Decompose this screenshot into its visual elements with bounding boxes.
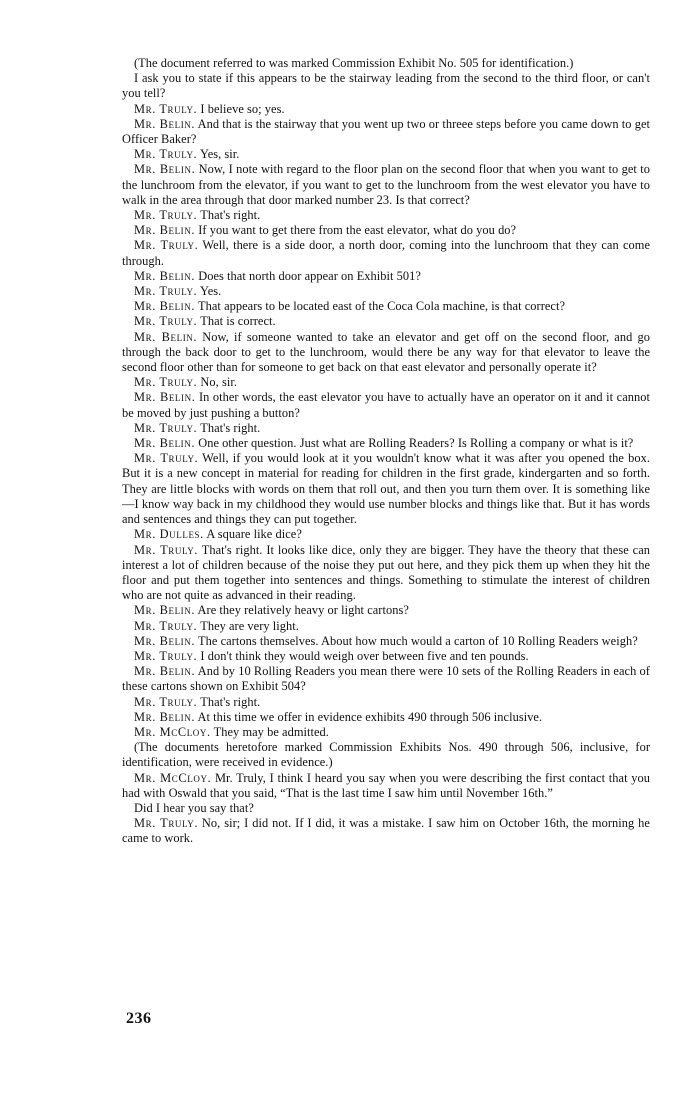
speaker-name: Mr. Belin. <box>134 268 196 283</box>
paragraph-text: Now, if someone wanted to take an elevator and get off on the second floor, and go through the back door to get to the lunchroom, would there be any way for that elevator to leave the second floor other than for someone to get back on that east elevator and personally operate it? <box>122 329 650 375</box>
testimony-paragraph <box>122 390 650 420</box>
testimony-paragraph <box>122 162 650 208</box>
speaker-name: Mr. Truly. <box>134 284 198 299</box>
testimony-paragraph <box>122 725 650 740</box>
paragraph-text: That's right. It looks like dice, only they are bigger. They have the theory that these can interest a lot of children because of the noise they put out here, and they pick them up when they hit the floor and put them together into sentences and things. Something to stimulate the interest of children who are not quite as advanced in their reading. <box>122 542 650 603</box>
paragraph-text: Does that north door appear on Exhibit 501? <box>198 268 421 283</box>
page-number: 236 <box>126 1010 152 1027</box>
testimony-paragraph <box>122 102 650 117</box>
testimony-paragraph <box>122 619 650 634</box>
speaker-name: Mr. McCloy. <box>134 770 212 785</box>
testimony-paragraph <box>122 771 650 801</box>
testimony-body <box>122 56 650 847</box>
testimony-paragraph <box>122 816 650 846</box>
testimony-paragraph <box>122 208 650 223</box>
paragraph-text: That's right. <box>200 694 261 709</box>
testimony-paragraph <box>122 451 650 527</box>
speaker-name: Mr. Belin. <box>134 664 196 679</box>
speaker-name: Mr. Truly. <box>134 648 198 663</box>
testimony-paragraph <box>122 603 650 618</box>
speaker-name: Mr. Truly. <box>134 694 198 709</box>
paragraph-text: The cartons themselves. About how much would a carton of 10 Rolling Readers weigh? <box>198 633 638 648</box>
speaker-name: Mr. Belin. <box>134 116 196 131</box>
paragraph-text: One other question. Just what are Rolling Readers? Is Rolling a company or what is it? <box>198 436 634 451</box>
speaker-name: Mr. Truly. <box>134 451 199 466</box>
paragraph-text: I believe so; yes. <box>200 101 285 116</box>
testimony-paragraph <box>122 436 650 451</box>
speaker-name: Mr. Truly. <box>134 147 198 162</box>
speaker-name: Mr. Truly. <box>134 420 198 435</box>
testimony-paragraph <box>122 543 650 604</box>
paragraph-text: Yes. <box>199 284 222 299</box>
testimony-paragraph <box>122 299 650 314</box>
paragraph-text: In other words, the east elevator you have to actually have an operator on it and it cannot be moved by just pushing a button? <box>122 390 650 420</box>
paragraph-text: A square like dice? <box>206 527 302 542</box>
paragraph-text: That appears to be located east of the Coca Cola machine, is that correct? <box>198 299 566 314</box>
testimony-paragraph <box>122 664 650 694</box>
testimony-paragraph <box>122 56 650 71</box>
paragraph-text: They are very light. <box>200 618 299 633</box>
speaker-name: Mr. Truly. <box>134 101 198 116</box>
testimony-paragraph <box>122 801 650 816</box>
paragraph-text: I ask you to state if this appears to be the stairway leading from the second to the third floor, or can't you tell? <box>122 71 650 101</box>
paragraph-text: Well, there is a side door, a north door, coming into the lunchroom that they can come through. <box>122 238 650 268</box>
speaker-name: Mr. Belin. <box>134 709 196 724</box>
paragraph-text: No, sir. <box>200 375 237 390</box>
speaker-name: Mr. Belin. <box>134 162 196 177</box>
speaker-name: Mr. Belin. <box>134 329 198 344</box>
testimony-paragraph <box>122 649 650 664</box>
paragraph-text: Did I hear you say that? <box>134 800 254 815</box>
speaker-name: Mr. Belin. <box>134 299 196 314</box>
paragraph-text: And by 10 Rolling Readers you mean there were 10 sets of the Rolling Readers in each of these cartons shown on Exhibit 504? <box>122 664 650 694</box>
paragraph-text: (The documents heretofore marked Commission Exhibits Nos. 490 through 506, inclusive, for identification, were received in evidence.) <box>122 740 650 770</box>
paragraph-text: And that is the stairway that you went up two or threee steps before you came down to get Officer Baker? <box>122 116 650 147</box>
speaker-name: Mr. Truly. <box>134 816 199 831</box>
testimony-paragraph <box>122 695 650 710</box>
testimony-paragraph <box>122 269 650 284</box>
testimony-paragraph <box>122 71 650 101</box>
paragraph-text: I don't think they would weigh over between five and ten pounds. <box>200 648 529 663</box>
speaker-name: Mr. Belin. <box>134 223 196 238</box>
testimony-paragraph <box>122 314 650 329</box>
paragraph-text: Mr. Truly, I think I heard you say when you were describing the first contact that you had with Oswald that you said, “That is the last time I saw him until November 16th.” <box>122 770 650 800</box>
speaker-name: Mr. Truly. <box>134 375 198 390</box>
testimony-paragraph <box>122 375 650 390</box>
paragraph-text: Are they relatively heavy or light cartons? <box>197 603 409 618</box>
testimony-paragraph <box>122 284 650 299</box>
paragraph-text: They may be admitted. <box>213 724 329 739</box>
testimony-paragraph <box>122 223 650 238</box>
paragraph-text: No, sir; I did not. If I did, it was a mistake. I saw him on October 16th, the morning he came to work. <box>122 816 650 846</box>
speaker-name: Mr. Belin. <box>134 633 196 648</box>
speaker-name: Mr. Belin. <box>134 390 196 405</box>
paragraph-text: That's right. <box>200 420 261 435</box>
paragraph-text: Yes, sir. <box>199 147 240 162</box>
testimony-paragraph <box>122 527 650 542</box>
testimony-paragraph <box>122 117 650 147</box>
testimony-paragraph <box>122 238 650 268</box>
speaker-name: Mr. Belin. <box>134 436 196 451</box>
paragraph-text: Now, I note with regard to the floor plan on the second floor that when you want to get to the lunchroom from the elevator, if you want to get to the lunchroom from the west elevator you have to walk in the area through that door marked number 23. Is that correct? <box>122 162 650 207</box>
paragraph-text: Well, if you would look at it you wouldn't know what it was after you opened the box. But it is a new concept in material for reading for children in the first grade, kindergarten and so forth. They are little blocks with words on them that roll out, and then you turn them over. It is something like—I know way back in my childhood they would use number blocks and things like that. But it has words and sentences and things they can put together. <box>122 451 650 527</box>
paragraph-text: (The document referred to was marked Commission Exhibit No. 505 for identification.) <box>134 56 574 70</box>
paragraph-text: That is correct. <box>200 314 276 329</box>
speaker-name: Mr. Truly. <box>134 208 198 223</box>
speaker-name: Mr. Truly. <box>134 314 198 329</box>
speaker-name: Mr. Belin. <box>134 603 196 618</box>
speaker-name: Mr. Truly. <box>134 238 199 253</box>
testimony-paragraph <box>122 421 650 436</box>
testimony-paragraph <box>122 710 650 725</box>
testimony-paragraph <box>122 740 650 770</box>
speaker-name: Mr. McCloy. <box>134 724 211 739</box>
paragraph-text: At this time we offer in evidence exhibits 490 through 506 inclusive. <box>197 709 543 724</box>
paragraph-text: If you want to get there from the east elevator, what do you do? <box>198 223 517 238</box>
testimony-paragraph <box>122 147 650 162</box>
speaker-name: Mr. Truly. <box>134 618 198 633</box>
speaker-name: Mr. Truly. <box>134 542 199 557</box>
testimony-paragraph <box>122 330 650 376</box>
paragraph-text: That's right. <box>200 208 261 223</box>
testimony-paragraph <box>122 634 650 649</box>
speaker-name: Mr. Dulles. <box>134 527 204 542</box>
